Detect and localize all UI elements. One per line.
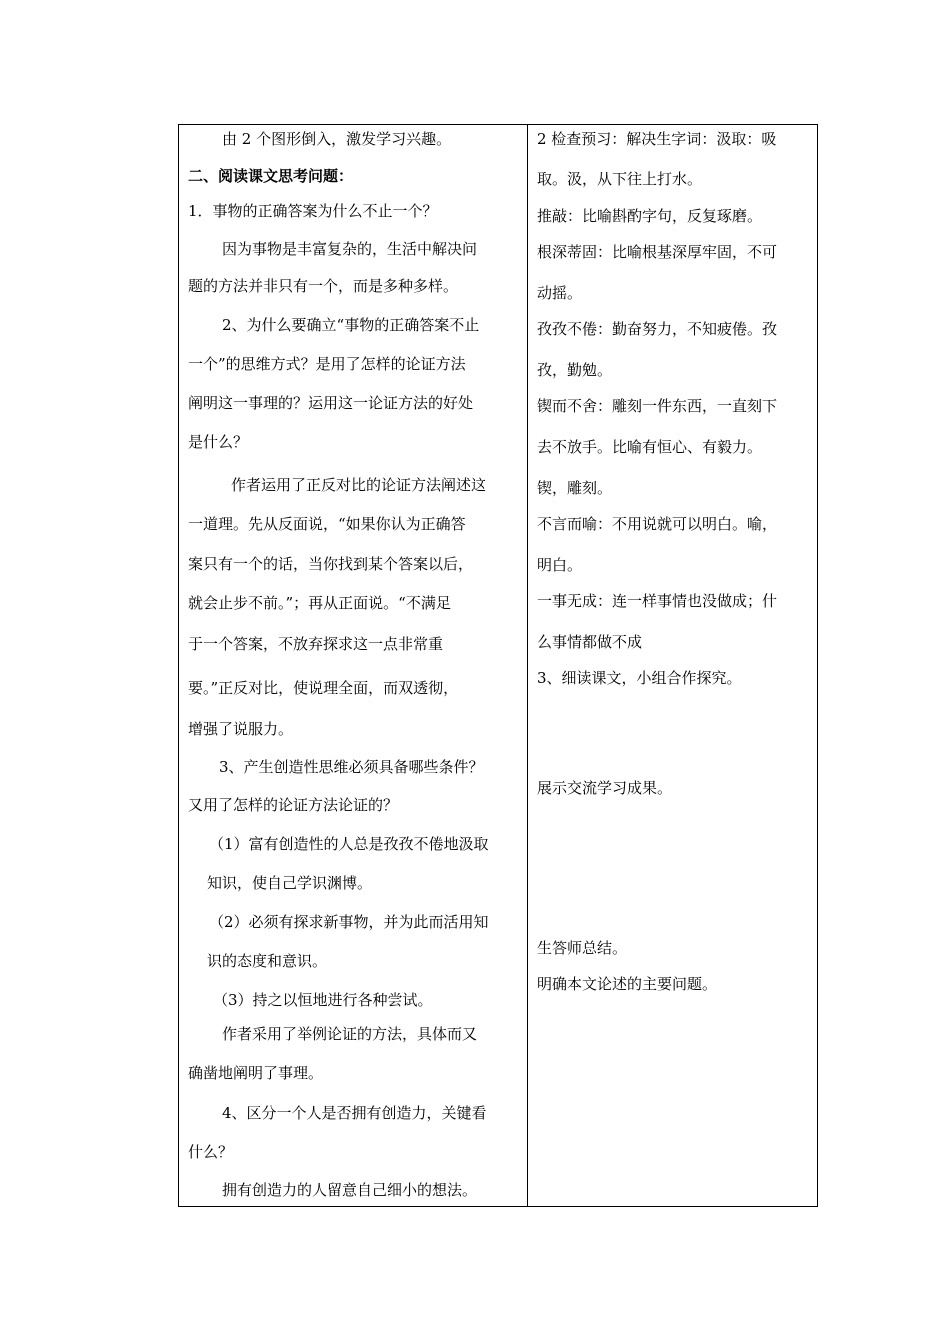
- group-inquiry: 3、细读课文，小组合作探究。: [537, 669, 742, 687]
- answer-3-item-line: 识的态度和意识。: [207, 952, 328, 970]
- vocab-line: 锲而不舍：雕刻一件东西，一直刻下: [537, 397, 778, 415]
- question-3-line: 又用了怎样的论证方法论证的？: [188, 796, 399, 814]
- answer-2-line: 案只有一个的话，当你找到某个答案以后，: [188, 555, 474, 573]
- answer-1-line: 题的方法并非只有一个，而是多种多样。: [188, 277, 459, 295]
- answer-4: 拥有创造力的人留意自己细小的想法。: [222, 1181, 478, 1199]
- vocab-line: 孜，勤勉。: [537, 361, 613, 379]
- vocab-line: 孜孜不倦：勤奋努力，不知疲倦。孜: [537, 320, 778, 338]
- vocab-line: 么事情都做不成: [537, 633, 643, 651]
- question-2: 2、为什么要确立“事物的正确答案不止: [222, 316, 480, 334]
- vocab-line: 取。汲，从下往上打水。: [537, 170, 703, 188]
- question-2-line: 阐明这一事理的？运用这一论证方法的好处: [188, 394, 474, 412]
- teacher-activity-column: [179, 125, 527, 1206]
- question-2-line: 一个”的思维方式？是用了怎样的论证方法: [188, 355, 466, 373]
- answer-3-summary-line: 确凿地阐明了事理。: [188, 1064, 324, 1082]
- answer-2-line: 作者运用了正反对比的论证方法阐述这: [231, 476, 487, 494]
- main-problem: 明确本文论述的主要问题。: [537, 975, 718, 993]
- lesson-table: [178, 124, 818, 1207]
- question-4: 4、区分一个人是否拥有创造力，关键看: [222, 1104, 487, 1122]
- vocab-line: 推敲：比喻斟酌字句，反复琢磨。: [537, 207, 763, 225]
- answer-3-item: （1）富有创造性的人总是孜孜不倦地汲取: [209, 835, 489, 853]
- student-activity-column: [528, 125, 818, 1206]
- vocab-line: 不言而喻：不用说就可以明白。喻，: [537, 515, 778, 533]
- preview-check: 2 检查预习：解决生字词：汲取：吸: [537, 130, 777, 148]
- show-results: 展示交流学习成果。: [537, 779, 673, 797]
- answer-1-line: 因为事物是丰富复杂的，生活中解决问: [222, 240, 478, 258]
- question-2-line: 是什么？: [188, 433, 249, 451]
- text-line: 由 2 个图形倒入，激发学习兴趣。: [222, 130, 452, 148]
- question-1: 1．事物的正确答案为什么不止一个？: [188, 202, 438, 220]
- question-4-line: 什么？: [188, 1143, 234, 1161]
- answer-2-line: 增强了说服力。: [188, 720, 294, 738]
- answer-2-line: 要。”正反对比，使说理全面，而双透彻，: [188, 679, 459, 697]
- vocab-line: 一事无成：连一样事情也没做成；什: [537, 592, 778, 610]
- vocab-line: 去不放手。比喻有恒心、有毅力。: [537, 438, 763, 456]
- question-3: 3、产生创造性思维必须具备哪些条件？: [219, 758, 484, 776]
- answer-3-item: （3）持之以恒地进行各种尝试。: [213, 991, 433, 1009]
- vocab-line: 动摇。: [537, 284, 583, 302]
- answer-2-line: 一道理。先从反面说，“如果你认为正确答: [188, 515, 466, 533]
- summary: 生答师总结。: [537, 939, 628, 957]
- vocab-line: 锲，雕刻。: [537, 479, 613, 497]
- answer-2-line: 就会止步不前。”；再从正面说。“不满足: [188, 594, 451, 612]
- answer-3-item-line: 知识，使自己学识渊博。: [207, 874, 373, 892]
- vocab-line: 根深蒂固：比喻根基深厚牢固，不可: [537, 243, 778, 261]
- vocab-line: 明白。: [537, 556, 583, 574]
- answer-3-item: （2）必须有探求新事物，并为此而活用知: [209, 913, 489, 931]
- answer-2-line: 于一个答案，不放弃探求这一点非常重: [188, 635, 444, 653]
- section-heading: 二、阅读课文思考问题：: [188, 167, 354, 185]
- answer-3-summary: 作者采用了举例论证的方法，具体而又: [222, 1025, 478, 1043]
